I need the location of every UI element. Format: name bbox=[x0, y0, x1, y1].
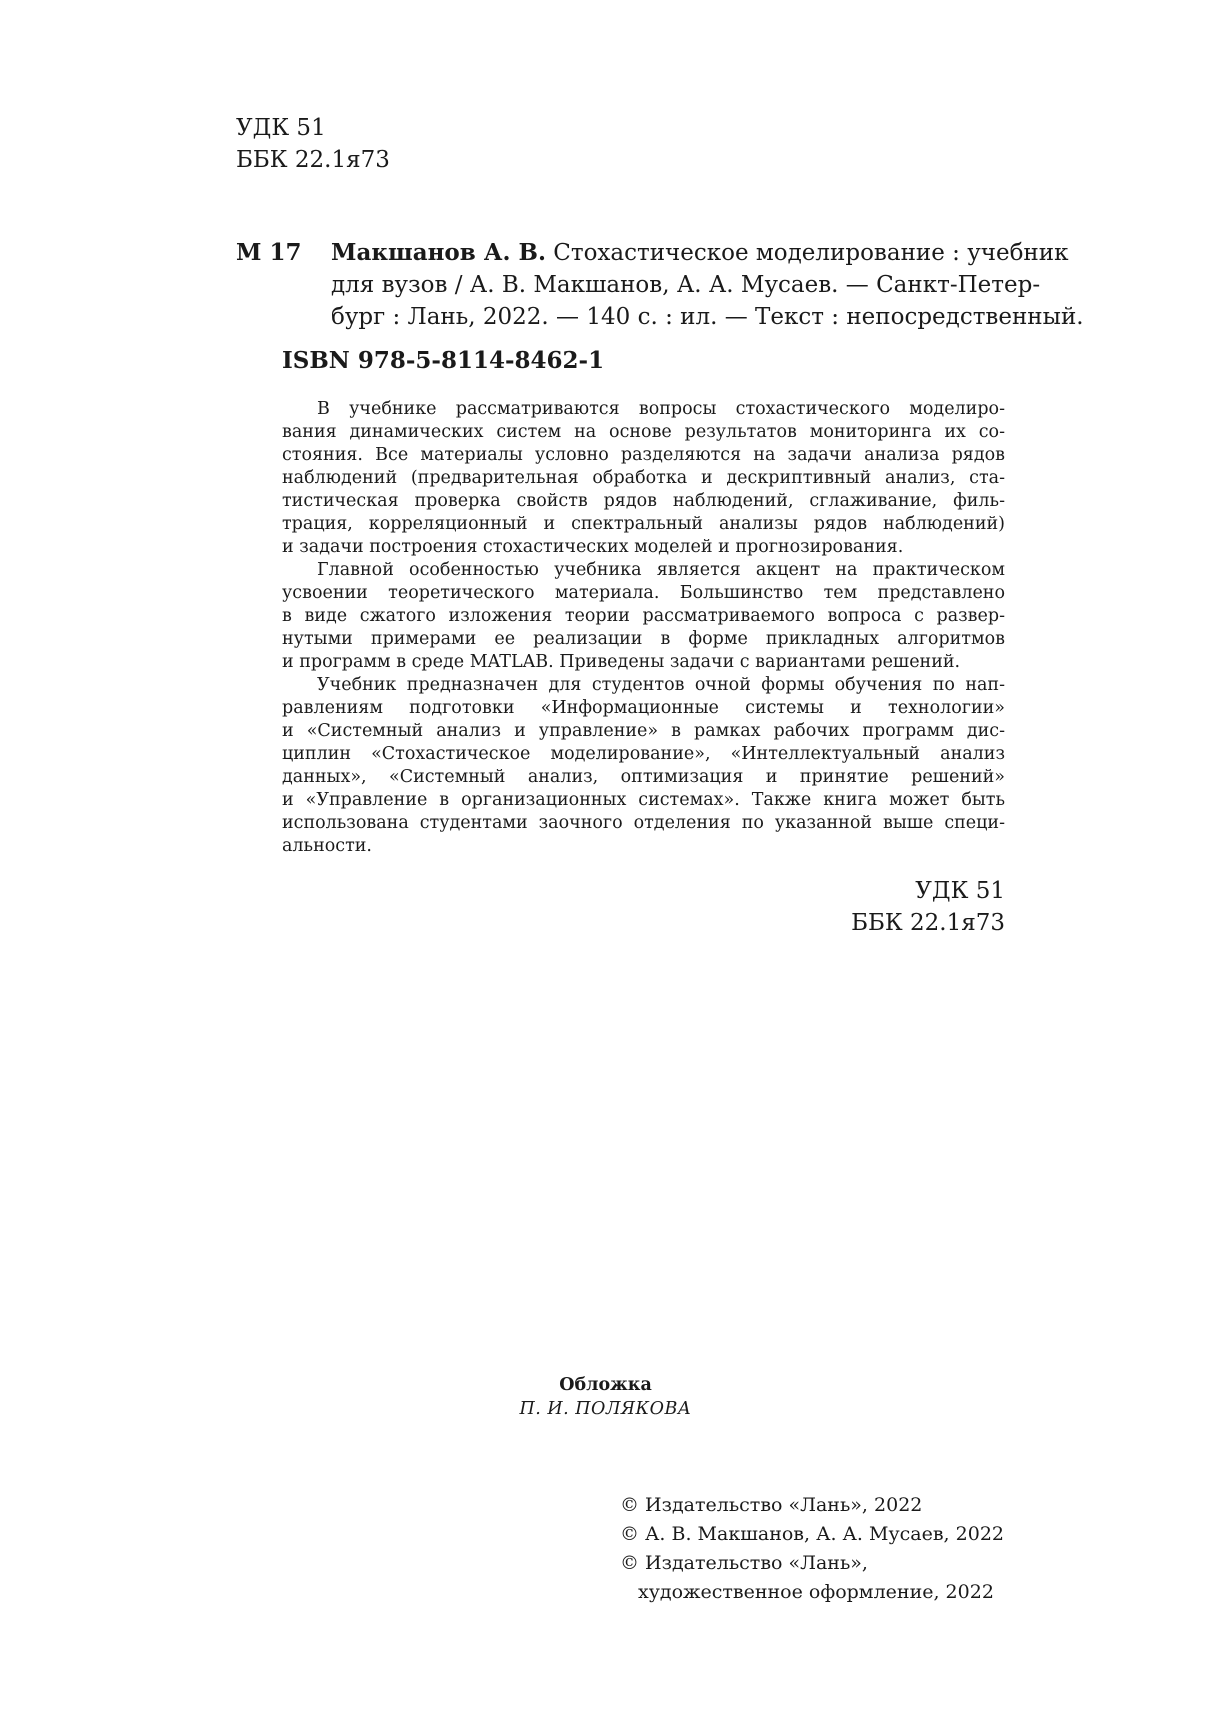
cover-credit bbox=[0, 1373, 1211, 1421]
bibliographic-line bbox=[331, 237, 1069, 269]
udk-code: УДК 51 bbox=[236, 115, 326, 141]
annotation-paragraph bbox=[282, 674, 1005, 858]
bottom-classification-codes bbox=[851, 875, 1005, 939]
author-mark: М 17 bbox=[236, 239, 302, 266]
annotation-paragraph bbox=[282, 559, 1005, 674]
bbk-code: ББК 22.1я73 bbox=[851, 910, 1005, 936]
annotation-paragraph bbox=[282, 398, 1005, 559]
annotation-line: нутыми примерами ее реализации в форме прикладных алгоритмов bbox=[282, 629, 1005, 649]
copyright-block bbox=[620, 1491, 1004, 1607]
annotation-line: Главной особенностью учебника является акцент на практическом bbox=[317, 560, 1005, 580]
annotation-line: Учебник предназначен для студентов очной формы обучения по нап- bbox=[317, 675, 1005, 695]
copyright-line: © Издательство «Лань», 2022 bbox=[620, 1494, 923, 1516]
annotation-line: циплин «Стохастическое моделирование», «Интеллектуальный анализ bbox=[282, 744, 1005, 764]
bibliographic-line: для вузов / А. В. Макшанов, А. А. Мусаев. — Санкт-Петер- bbox=[331, 272, 1041, 298]
annotation-line: вания динамических систем на основе результатов мониторинга их со- bbox=[282, 422, 1005, 442]
copyright-line: © Издательство «Лань», bbox=[620, 1552, 868, 1574]
udk-code: УДК 51 bbox=[915, 878, 1005, 904]
cover-author: П. И. ПОЛЯКОВА bbox=[519, 1399, 692, 1419]
top-classification-codes bbox=[236, 112, 390, 176]
annotation-line: наблюдений (предварительная обработка и дескриптивный анализ, ста- bbox=[282, 468, 1005, 488]
bibliographic-line: бург : Лань, 2022. — 140 с. : ил. — Текст : непосредственный. bbox=[331, 304, 1084, 330]
book-title: Стохастическое моделирование : учебник bbox=[553, 240, 1069, 266]
annotation-line: и программ в среде MATLAB. Приведены задачи с вариантами решений. bbox=[282, 652, 961, 672]
bibliographic-entry bbox=[331, 237, 1084, 333]
annotation-line: и задачи построения стохастических моделей и прогнозирования. bbox=[282, 537, 904, 557]
bbk-code: ББК 22.1я73 bbox=[236, 147, 390, 173]
annotation-line: тистическая проверка свойств рядов наблюдений, сглаживание, филь- bbox=[282, 491, 1005, 511]
annotation-line: В учебнике рассматриваются вопросы стохастического моделиро- bbox=[317, 399, 1005, 419]
annotation bbox=[282, 398, 1005, 858]
annotation-line: данных», «Системный анализ, оптимизация и принятие решений» bbox=[282, 767, 1005, 787]
cover-label: Обложка bbox=[559, 1375, 652, 1395]
isbn: ISBN 978-5-8114-8462-1 bbox=[282, 347, 605, 374]
copyright-line: © А. В. Макшанов, А. А. Мусаев, 2022 bbox=[620, 1523, 1004, 1545]
annotation-line: стояния. Все материалы условно разделяются на задачи анализа рядов bbox=[282, 445, 1005, 465]
annotation-line: использована студентами заочного отделения по указанной выше специ- bbox=[282, 813, 1005, 833]
annotation-line: равлениям подготовки «Информационные системы и технологии» bbox=[282, 698, 1005, 718]
annotation-line: в виде сжатого изложения теории рассматриваемого вопроса с развер- bbox=[282, 606, 1005, 626]
copyright-line: художественное оформление, 2022 bbox=[638, 1581, 994, 1603]
annotation-line: трация, корреляционный и спектральный анализы рядов наблюдений) bbox=[282, 514, 1005, 534]
book-author: Макшанов А. В. bbox=[331, 239, 546, 266]
annotation-line: альности. bbox=[282, 836, 372, 856]
annotation-line: и «Системный анализ и управление» в рамках рабочих программ дис- bbox=[282, 721, 1005, 741]
annotation-line: усвоении теоретического материала. Большинство тем представлено bbox=[282, 583, 1005, 603]
annotation-line: и «Управление в организационных системах». Также книга может быть bbox=[282, 790, 1005, 810]
